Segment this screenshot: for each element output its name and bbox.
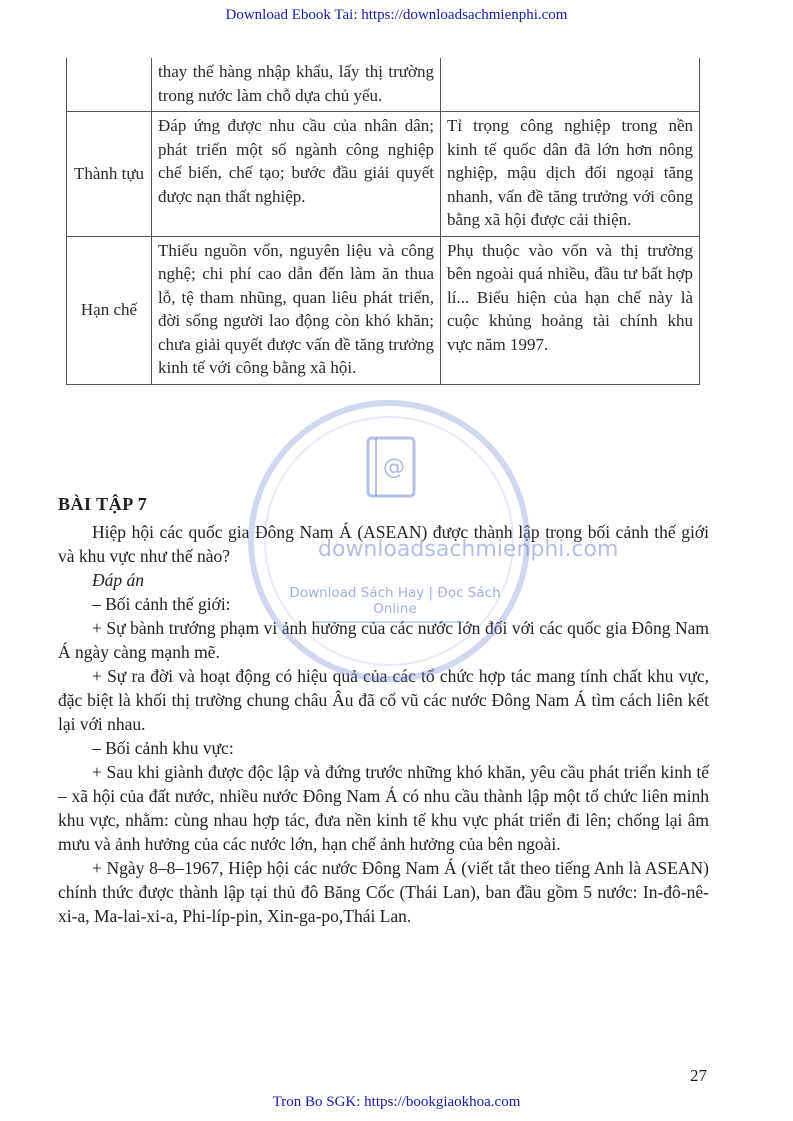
page-number: 27	[690, 1066, 707, 1085]
regional-context-heading: – Bối cảnh khu vực:	[92, 738, 234, 758]
world-context-heading: – Bối cảnh thế giới:	[92, 594, 231, 614]
table-cell	[441, 58, 700, 112]
table-cell: Tỉ trọng công nghiệp trong nền kinh tế quốc dân đã lớn hơn nông nghiệp, mậu dịch đối ngoại tăng nhanh, vấn đề tăng trưởng với công bằng xã hội được cải thiện.	[441, 112, 700, 237]
table-row	[67, 112, 700, 237]
watermark-site: downloadsachmienphi.com	[318, 537, 619, 562]
answer-heading: Đáp án	[92, 570, 145, 590]
exercise-body	[58, 520, 709, 928]
regional-point-1: + Sau khi giành được độc lập và đứng trước những khó khăn, yêu cầu phát triển kinh tế – xã hội của đất nước, nhiều nước Đông Nam Á có nhu cầu thành lập một tổ chức liên minh khu vực, nhằm: cùng nhau hợp tác, đưa nền kinh tế khu vực phát triển đi lên; chống lại âm mưu và ảnh hưởng của các nước lớn, hạn chế ảnh hưởng của bên ngoài.	[58, 762, 709, 854]
table-row	[67, 236, 700, 384]
comparison-table	[66, 58, 700, 385]
book-icon	[368, 438, 414, 496]
question-text: Hiệp hội các quốc gia Đông Nam Á (ASEAN) được thành lập trong bối cảnh thế giới và khu vực như thế nào?	[58, 522, 709, 566]
watermark-tagline: Download Sách Hay | Đọc Sách Online	[289, 585, 501, 617]
exercise-title: BÀI TẬP 7	[58, 494, 148, 514]
table-cell: Phụ thuộc vào vốn và thị trường bên ngoài quá nhiều, đầu tư bất hợp lí... Biểu hiện của hạn chế này là cuộc khủng hoảng tài chính khu vực năm 1997.	[441, 236, 700, 384]
table-row	[67, 58, 700, 112]
footer-textbook-link[interactable]: Tron Bo SGK: https://bookgiaokhoa.com	[272, 1094, 521, 1110]
row-label	[67, 58, 152, 112]
regional-point-2: + Ngày 8–8–1967, Hiệp hội các nước Đông Nam Á (viết tắt theo tiếng Anh là ASEAN) chính thức được thành lập tại thủ đô Băng Cốc (Thái Lan), ban đầu gồm 5 nước: In-đô-nê-xi-a, Ma-lai-xi-a, Phi-líp-pin, Xin-ga-po,Thái Lan.	[58, 858, 709, 926]
header-download-link[interactable]: Download Ebook Tai: https://downloadsachmienphi.com	[225, 7, 568, 23]
table-cell: Đáp ứng được nhu cầu của nhân dân; phát triển một số ngành công nghiệp chế biến, chế tạo; bước đầu giải quyết được nạn thất nghiệp.	[152, 112, 441, 237]
world-point-2: + Sự ra đời và hoạt động có hiệu quả của các tổ chức hợp tác mang tính chất khu vực, đặc biệt là khối thị trường chung châu Âu đã cổ vũ các nước Đông Nam Á tìm cách liên kết lại với nhau.	[58, 666, 709, 734]
row-label: Thành tựu	[67, 112, 152, 237]
table-cell: Thiếu nguồn vốn, nguyên liệu và công nghệ; chi phí cao dẫn đến làm ăn thua lỗ, tệ tham nhũng, quan liêu phát triển, đời sống người lao động còn khó khăn; chưa giải quyết được vấn đề tăng trưởng kinh tế với công bằng xã hội.	[152, 236, 441, 384]
row-label: Hạn chế	[67, 236, 152, 384]
table-cell: thay thế hàng nhập khẩu, lấy thị trường trong nước làm chỗ dựa chủ yếu.	[152, 58, 441, 112]
svg-text:@: @	[383, 455, 405, 480]
world-point-1: + Sự bành trướng phạm vi ảnh hưởng của các nước lớn đối với các quốc gia Đông Nam Á ngày càng mạnh mẽ.	[58, 618, 709, 662]
